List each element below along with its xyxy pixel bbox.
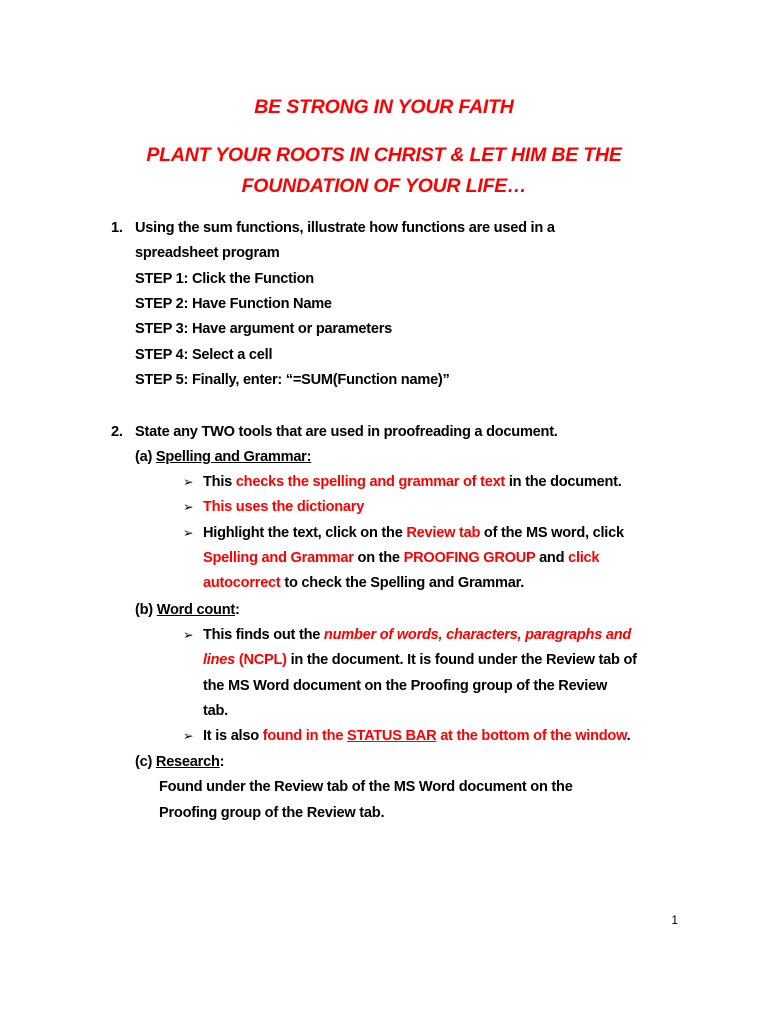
q2b-label: (b) [135,602,153,618]
title-line-2: PLANT YOUR ROOTS IN CHRIST & LET HIM BE THE [146,144,622,166]
bullet-arrow-icon: ➢ [183,475,194,489]
text-segment: lines [203,652,236,669]
text-segment: at the bottom of the window [436,728,627,745]
q2c-line-2: Proofing group of the Review tab. [159,805,385,821]
q2a-bullet-1-line-1 [203,472,622,492]
text-segment: in the document. It is found under the Review tab of [286,652,637,669]
q1-step-2: STEP 2: Have Function Name [135,296,332,312]
text-segment: on the [353,549,404,566]
text-segment: STATUS BAR [347,728,437,745]
q2c-title: Research [155,754,220,770]
text-segment: the MS Word document on the Proofing group of the Review [203,677,608,694]
q2a-label: (a) [135,449,153,465]
bullet-arrow-icon: ➢ [183,628,194,642]
q2b-bullet-1-line-3 [203,676,607,696]
bullet-arrow-icon: ➢ [183,500,194,515]
text-segment: This finds out the [203,627,324,643]
q2c-heading [135,752,224,772]
q2-line-1: State any TWO tools that are used in proofreading a document. [135,424,558,440]
text-segment: This uses the dictionary [203,499,365,516]
text-segment: found in the [262,728,347,745]
text-segment: Highlight the text, click on the [203,524,407,541]
text-segment: This [203,474,236,490]
text-segment: . [626,728,631,745]
text-segment: autocorrect [203,575,281,592]
q1-step-1: STEP 1: Click the Function [135,271,314,287]
q2b-title: Word count [156,602,235,618]
text-segment: Spelling and Grammar [203,549,354,566]
q1-step-5: STEP 5: Finally, enter: “=SUM(Function name)” [135,372,450,388]
q2c-colon: : [219,754,225,770]
text-segment: Review tab [406,524,481,541]
q2a-heading [135,447,311,467]
q2b-bullet-2-line-1 [203,726,630,746]
text-segment: (NCPL) [238,652,287,669]
page-number: 1 [671,913,678,927]
text-segment: in the document. [505,474,622,490]
q2c-line-1: Found under the Review tab of the MS Word document on the [159,779,573,795]
q1-step-4: STEP 4: Select a cell [135,347,273,363]
text-segment: checks the spelling and grammar of text [235,474,506,490]
q2b-heading [135,600,240,620]
q2b-colon: : [235,602,240,618]
text-segment: of the MS word, click [480,524,624,541]
q2-number: 2. [111,424,123,440]
text-segment: number of words, characters, paragraphs and [323,627,632,643]
q2b-bullet-1-line-2 [203,650,637,670]
text-segment: to check the Spelling and Grammar. [280,575,525,592]
q1-line-2: spreadsheet program [135,245,280,261]
text-segment: click [568,549,600,566]
text-segment: tab. [203,702,228,719]
q2b-bullet-1-line-1 [203,625,631,645]
title-line-3: FOUNDATION OF YOUR LIFE… [241,175,527,197]
q1-line-1: Using the sum functions, illustrate how functions are used in a [135,220,555,236]
text-segment: PROOFING GROUP [403,549,536,566]
q2c-label: (c) [135,754,153,770]
q2a-bullet-2-line-1 [203,497,364,517]
q2a-title: Spelling and Grammar: [155,449,312,465]
q2b-bullet-1-line-4 [203,701,228,721]
bullet-arrow-icon: ➢ [183,525,194,540]
q2a-bullet-3-line-2 [203,548,599,568]
q1-number: 1. [111,220,123,236]
text-segment: It is also [203,728,263,745]
q2a-bullet-3-line-1 [203,523,624,543]
q1-step-3: STEP 3: Have argument or parameters [135,321,393,337]
title-line-1: BE STRONG IN YOUR FAITH [254,96,514,118]
text-segment: and [535,549,569,566]
q2a-bullet-3-line-3 [203,573,524,593]
bullet-arrow-icon: ➢ [183,729,194,744]
